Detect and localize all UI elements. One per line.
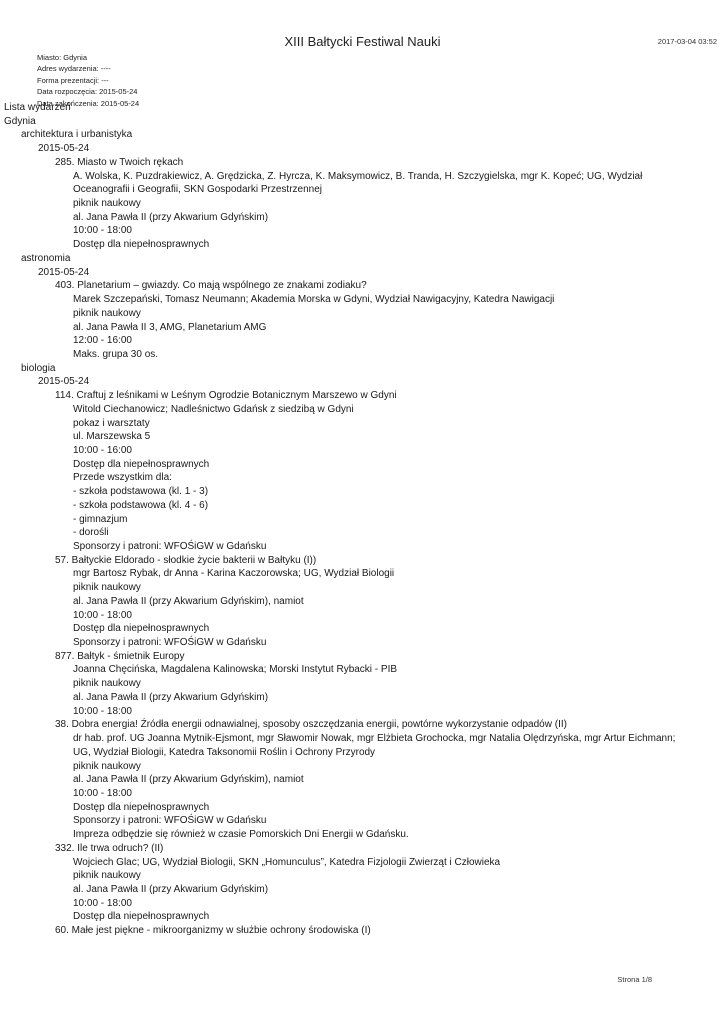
category-heading: biologia xyxy=(21,362,56,374)
event-detail: piknik naukowy xyxy=(73,582,141,594)
event-detail: al. Jana Pawła II (przy Akwarium Gdyńskim), namiot xyxy=(73,595,304,607)
event-detail: 10:00 - 18:00 xyxy=(73,705,132,717)
event-detail: dr hab. prof. UG Joanna Mytnik-Ejsmont, mgr Sławomir Nowak, mgr Elżbieta Grochocka, mgr Natalia Olędrzyńska, mgr Artur Eichmann; UG, Wydział Biologii, Katedra Taksonomii Roślin i Ochrony Przyrody xyxy=(73,733,676,758)
event-detail: Sponsorzy i patroni: WFOŚiGW w Gdańsku xyxy=(73,815,267,827)
document-title: XIII Bałtycki Festiwal Nauki xyxy=(284,34,441,49)
event-title: 114. Craftuj z leśnikami w Leśnym Ogrodzie Botanicznym Marszewo w Gdyni xyxy=(55,390,397,402)
category-date: 2015-05-24 xyxy=(38,376,90,388)
event-detail: Dostęp dla niepełnosprawnych xyxy=(73,239,210,251)
event-detail: al. Jana Pawła II (przy Akwarium Gdyńskim) xyxy=(73,211,269,223)
event-detail: 12:00 - 16:00 xyxy=(73,335,132,347)
event-item xyxy=(0,279,725,361)
meta-format: Forma prezentacji: --- xyxy=(37,75,109,85)
meta-end-date: Data zakończenia: 2015-05-24 xyxy=(37,98,140,108)
category-date: 2015-05-24 xyxy=(38,266,90,278)
event-detail: 10:00 - 16:00 xyxy=(73,444,132,456)
category-heading: architektura i urbanistyka xyxy=(21,129,133,141)
event-detail: Maks. grupa 30 os. xyxy=(73,348,159,360)
event-detail: mgr Bartosz Rybak, dr Anna - Karina Kaczorowska; UG, Wydział Biologii xyxy=(73,568,395,580)
category-list xyxy=(0,128,725,937)
event-detail: al. Jana Pawła II (przy Akwarium Gdyńskim) xyxy=(73,691,269,703)
event-detail: Dostęp dla niepełnosprawnych xyxy=(73,623,210,635)
meta-address: Adres wydarzenia: ---- xyxy=(37,64,111,74)
meta-city: Miasto: Gdynia xyxy=(37,53,88,62)
event-detail: Wojciech Glac; UG, Wydział Biologii, SKN „Homunculus”, Katedra Fizjologii Zwierząt i Człowieka xyxy=(73,856,501,868)
event-detail: piknik naukowy xyxy=(73,870,141,882)
event-detail: pokaz i warsztaty xyxy=(73,417,150,429)
event-detail: Joanna Chęcińska, Magdalena Kalinowska; Morski Instytut Rybacki - PIB xyxy=(73,664,398,676)
event-title: 403. Planetarium – gwiazdy. Co mają wspólnego ze znakami zodiaku? xyxy=(55,280,367,292)
event-detail: Przede wszystkim dla: xyxy=(73,472,172,484)
event-detail: piknik naukowy xyxy=(73,307,141,319)
event-item xyxy=(0,924,725,938)
event-detail: 10:00 - 18:00 xyxy=(73,787,132,799)
event-title: 332. Ile trwa odruch? (II) xyxy=(55,842,164,854)
event-title: 57. Bałtyckie Eldorado - słodkie życie bakterii w Bałtyku (I)) xyxy=(55,554,317,566)
event-detail: 10:00 - 18:00 xyxy=(73,225,132,237)
category-heading: astronomia xyxy=(21,252,71,264)
event-detail: - gimnazjum xyxy=(73,513,128,525)
category-date: 2015-05-24 xyxy=(38,143,90,155)
meta-start-date: Data rozpoczęcia: 2015-05-24 xyxy=(37,87,138,97)
event-detail: al. Jana Pawła II (przy Akwarium Gdyńskim), namiot xyxy=(73,774,304,786)
event-detail: - dorośli xyxy=(73,527,109,539)
event-title: 877. Bałtyk - śmietnik Europy xyxy=(55,650,185,662)
event-list xyxy=(0,101,725,938)
event-detail: A. Wolska, K. Puzdrakiewicz, A. Grędzicka, Z. Hyrcza, K. Maksymowicz, B. Tranda, H. Szczygielska, mgr K. Kopeć; UG, Wydział Oceanografii i Geografii, SKN Gospodarki Przestrzennej xyxy=(73,170,643,196)
event-detail: al. Jana Pawła II 3, AMG, Planetarium AMG xyxy=(73,321,267,333)
event-detail: Dostęp dla niepełnosprawnych xyxy=(73,911,210,923)
event-detail: 10:00 - 18:00 xyxy=(73,609,132,621)
event-detail: piknik naukowy xyxy=(73,678,141,690)
event-title: 38. Dobra energia! Źródła energii odnawialnej, sposoby oszczędzania energii, powtórne wykorzystanie odpadów (II) xyxy=(55,719,567,731)
category-group xyxy=(0,362,725,938)
event-detail: al. Jana Pawła II (przy Akwarium Gdyńskim) xyxy=(73,883,269,895)
event-detail: 10:00 - 18:00 xyxy=(73,897,132,909)
event-detail: - szkoła podstawowa (kl. 1 - 3) xyxy=(73,486,209,498)
event-detail: ul. Marszewska 5 xyxy=(73,431,151,443)
print-timestamp: 2017-03-04 03:52 xyxy=(657,37,717,46)
event-item xyxy=(0,718,725,841)
event-detail: Sponsorzy i patroni: WFOŚiGW w Gdańsku xyxy=(73,637,267,649)
event-title: 285. Miasto w Twoich rękach xyxy=(55,156,184,168)
event-detail: piknik naukowy xyxy=(73,760,141,772)
event-detail: Marek Szczepański, Tomasz Neumann; Akademia Morska w Gdyni, Wydział Nawigacyjny, Katedra Nawigacji xyxy=(73,294,555,306)
city-heading: Gdynia xyxy=(4,115,36,127)
event-item xyxy=(0,389,725,554)
event-item xyxy=(0,156,725,252)
event-title: 60. Małe jest piękne - mikroorganizmy w służbie ochrony środowiska (I) xyxy=(55,925,371,937)
event-item xyxy=(0,842,725,924)
event-item xyxy=(0,650,725,719)
category-group xyxy=(0,252,725,362)
event-detail: piknik naukowy xyxy=(73,198,141,210)
event-detail: Witold Ciechanowicz; Nadleśnictwo Gdańsk z siedzibą w Gdyni xyxy=(73,403,354,415)
event-item xyxy=(0,554,725,650)
category-group xyxy=(0,128,725,251)
event-detail: Impreza odbędzie się również w czasie Pomorskich Dni Energii w Gdańsku. xyxy=(73,829,409,841)
page-number: Strona 1/8 xyxy=(617,975,652,984)
event-detail: - szkoła podstawowa (kl. 4 - 6) xyxy=(73,499,209,511)
event-detail: Dostęp dla niepełnosprawnych xyxy=(73,801,210,813)
event-detail: Sponsorzy i patroni: WFOŚiGW w Gdańsku xyxy=(73,541,267,552)
list-title: Lista wydarzeń xyxy=(4,102,71,113)
event-detail: Dostęp dla niepełnosprawnych xyxy=(73,458,210,470)
